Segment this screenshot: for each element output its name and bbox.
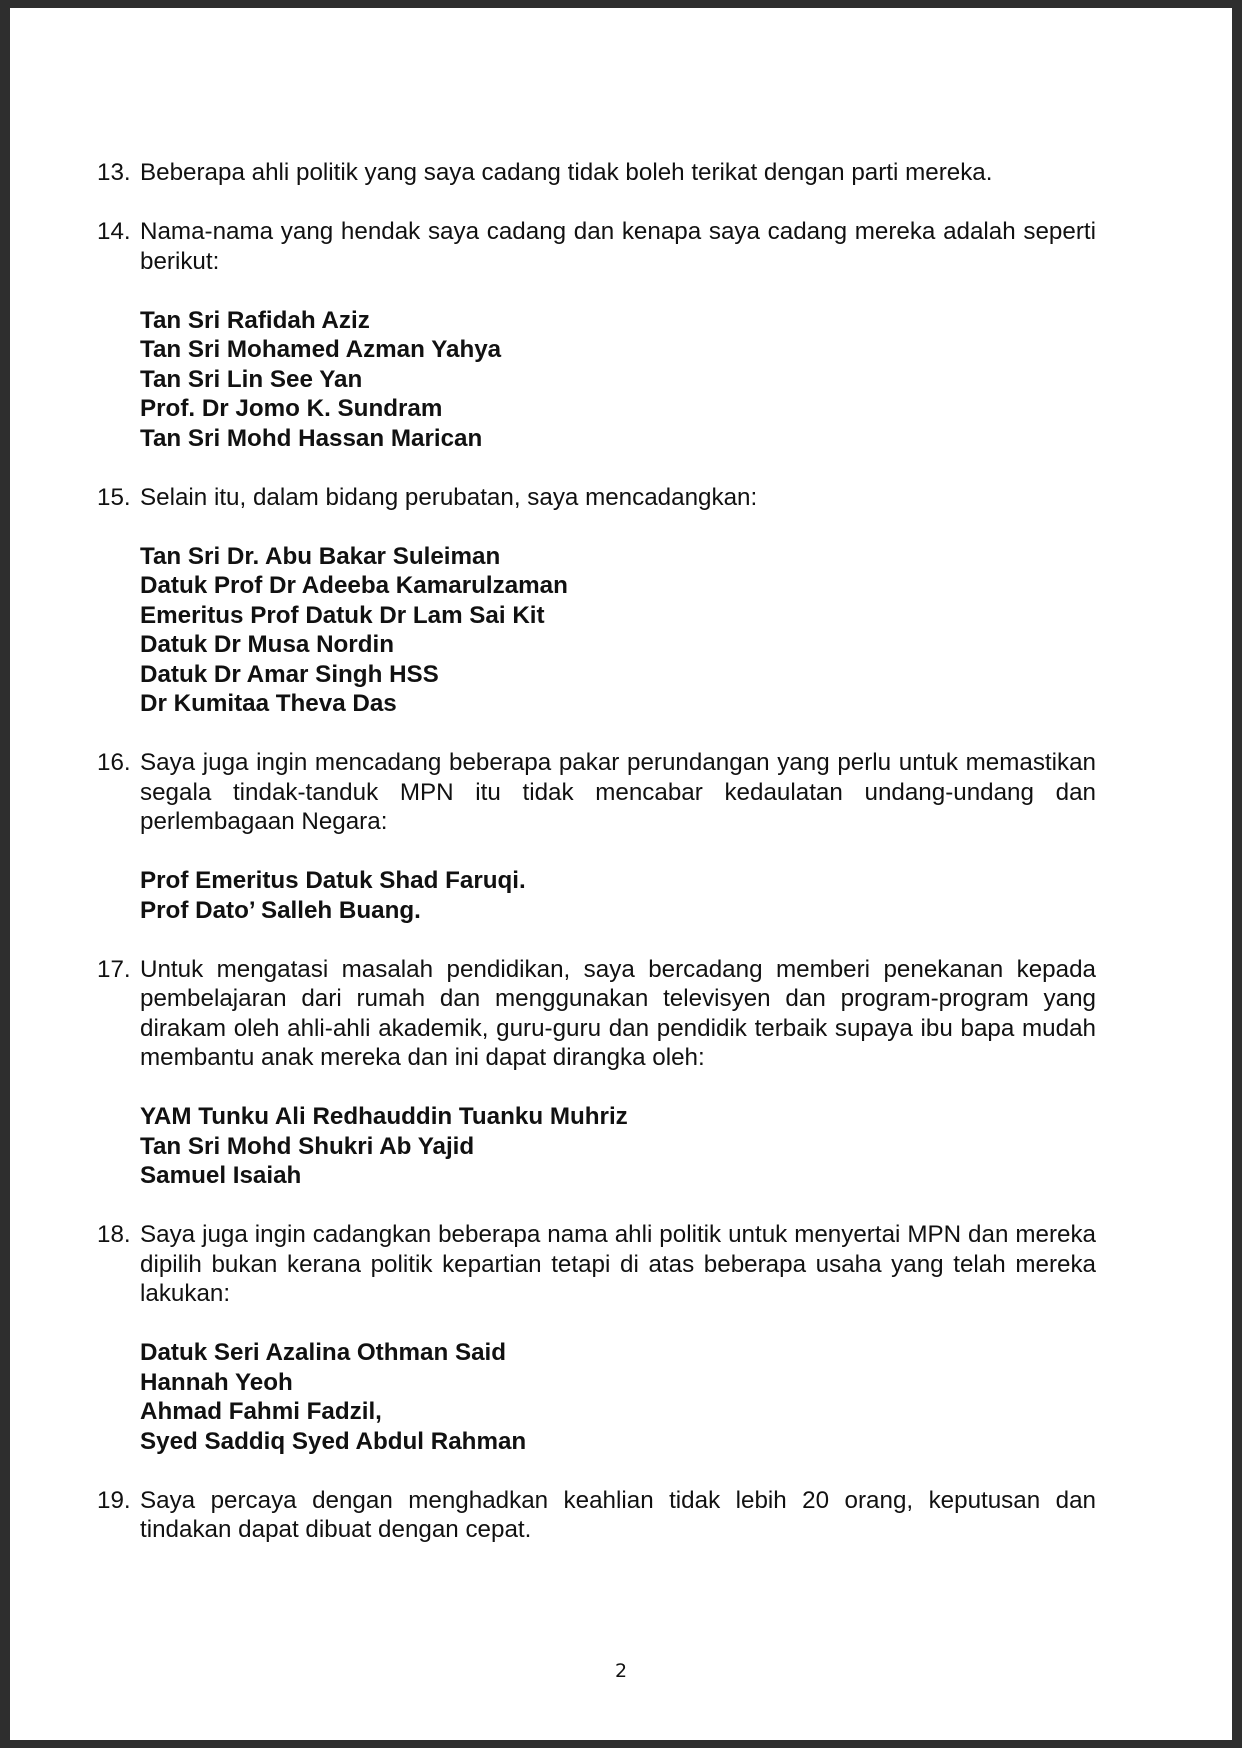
name-entry: Tan Sri Dr. Abu Bakar Suleiman — [140, 542, 501, 570]
paragraph-text: Saya juga ingin mencadang beberapa pakar perundangan yang perlu untuk memastikan segala tindak-tanduk MPN itu tidak mencabar kedaulatan undang-undang dan perlembagaan Negara: — [140, 749, 1096, 835]
document-page — [10, 8, 1232, 1740]
name-entry: Ahmad Fahmi Fadzil, — [140, 1398, 382, 1425]
name-entry: Tan Sri Rafidah Aziz — [140, 306, 370, 334]
name-list-14 — [140, 306, 1096, 454]
name-entry: Tan Sri Mohd Shukri Ab Yajid — [140, 1132, 475, 1160]
name-entry: Datuk Dr Musa Nordin — [140, 631, 394, 658]
name-list-18 — [140, 1338, 1096, 1456]
numbered-paragraph-16 — [97, 748, 1096, 837]
numbered-paragraph-15 — [97, 483, 1096, 513]
name-entry: Prof Emeritus Datuk Shad Faruqi. — [140, 867, 526, 894]
name-entry: Prof. Dr Jomo K. Sundram — [140, 395, 443, 422]
numbered-paragraph-17 — [97, 955, 1096, 1073]
paragraph-number: 18. — [97, 1221, 131, 1248]
document-body — [97, 158, 1096, 1545]
paragraph-text: Saya juga ingin cadangkan beberapa nama ahli politik untuk menyertai MPN dan mereka dipilih bukan kerana politik kepartian tetapi di atas beberapa usaha yang telah mereka lakukan: — [140, 1221, 1096, 1307]
numbered-paragraph-13 — [97, 158, 1096, 188]
name-entry: Tan Sri Mohd Hassan Marican — [140, 424, 483, 452]
paragraph-number: 14. — [97, 218, 131, 245]
name-entry: YAM Tunku Ali Redhauddin Tuanku Muhriz — [140, 1103, 628, 1130]
paragraph-number: 17. — [97, 955, 131, 983]
name-entry: Datuk Seri Azalina Othman Said — [140, 1339, 507, 1366]
name-entry: Tan Sri Lin See Yan — [140, 365, 363, 393]
paragraph-text: Untuk mengatasi masalah pendidikan, saya bercadang memberi penekanan kepada pembelajaran dari rumah dan menggunakan televisyen dan program-program yang dirakam oleh ahli-ahli akademik, guru-guru dan pendidik terbaik supaya ibu bapa mudah membantu anak mereka dan ini dapat dirangka oleh: — [140, 955, 1096, 1071]
paragraph-number: 16. — [97, 749, 131, 776]
name-entry: Tan Sri Mohamed Azman Yahya — [140, 336, 502, 363]
name-entry: Emeritus Prof Datuk Dr Lam Sai Kit — [140, 601, 545, 629]
paragraph-number: 19. — [97, 1486, 131, 1514]
name-entry: Prof Dato’ Salleh Buang. — [140, 896, 421, 924]
paragraph-text: Selain itu, dalam bidang perubatan, saya mencadangkan: — [140, 483, 758, 511]
name-entry: Datuk Prof Dr Adeeba Kamarulzaman — [140, 572, 568, 599]
name-entry: Syed Saddiq Syed Abdul Rahman — [140, 1427, 527, 1455]
numbered-paragraph-18 — [97, 1220, 1096, 1309]
paragraph-text: Saya percaya dengan menghadkan keahlian tidak lebih 20 orang, keputusan dan tindakan dapat dibuat dengan cepat. — [140, 1486, 1096, 1543]
page-number: 2 — [614, 1660, 628, 1682]
name-entry: Datuk Dr Amar Singh HSS — [140, 660, 439, 688]
name-list-17 — [140, 1102, 1096, 1191]
name-entry: Dr Kumitaa Theva Das — [140, 690, 397, 717]
paragraph-number: 15. — [97, 483, 131, 511]
name-list-15 — [140, 542, 1096, 719]
paragraph-number: 13. — [97, 159, 131, 186]
name-list-16 — [140, 866, 1096, 925]
paragraph-text: Nama-nama yang hendak saya cadang dan kenapa saya cadang mereka adalah seperti berikut: — [140, 218, 1096, 275]
name-entry: Hannah Yeoh — [140, 1368, 293, 1396]
numbered-paragraph-19 — [97, 1486, 1096, 1545]
paragraph-text: Beberapa ahli politik yang saya cadang tidak boleh terikat dengan parti mereka. — [140, 159, 993, 186]
name-entry: Samuel Isaiah — [140, 1162, 302, 1189]
numbered-paragraph-14 — [97, 217, 1096, 276]
